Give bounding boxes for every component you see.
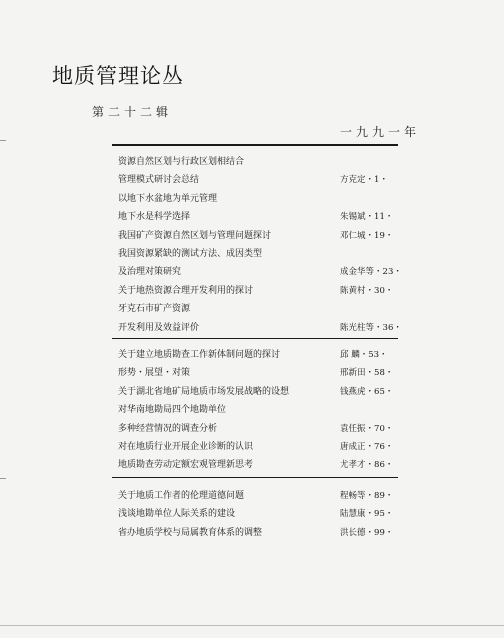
toc-entry-page: 19: [374, 230, 385, 241]
separator-dot: ・: [393, 267, 402, 278]
toc-entry-line: [118, 383, 408, 401]
separator-dot: ・: [384, 368, 394, 379]
toc-entry-page: 58: [374, 368, 385, 379]
separator-dot: ・: [384, 423, 394, 434]
toc-entry-meta: [340, 364, 393, 382]
toc-entry-line: [118, 208, 408, 226]
toc-entry-line: [118, 438, 408, 456]
toc-entry-meta: [340, 487, 393, 505]
separator-dot: ・: [384, 441, 394, 452]
toc-entry-title: 关于地质工作者的伦理道德问题: [118, 491, 245, 501]
toc-entry-author: 程畅等: [340, 491, 366, 501]
toc-entry-title: 管理模式研讨会总结: [118, 175, 200, 186]
toc-entry-meta: [340, 319, 402, 337]
separator-dot: ・: [384, 460, 394, 471]
toc-entry-title: 关于湖北省地矿局地质市场发展战略的设想: [118, 386, 290, 397]
separator-dot: ・: [374, 322, 383, 333]
separator-dot: ・: [384, 230, 394, 241]
separator-dot: ・: [365, 491, 375, 501]
separator-dot: ・: [384, 509, 394, 520]
separator-dot: ・: [393, 322, 402, 333]
journal-title: 地质管理论丛: [52, 64, 184, 88]
toc-entry-title: 资源自然区划与行政区划相结合: [118, 157, 245, 167]
toc-entry-meta: [340, 227, 393, 245]
page-bottom-edge: [0, 625, 504, 626]
toc-entry-author: 尤孝才: [340, 460, 366, 471]
toc-entry-title: 我国资源紧缺的测试方法、成因类型: [118, 248, 263, 259]
toc-entry-meta: [340, 263, 402, 281]
toc-entry-page: 11: [374, 212, 385, 223]
separator-dot: ・: [365, 230, 375, 241]
toc-entry-title: 关于建立地质勘查工作新体制问题的探讨: [118, 350, 281, 360]
section-divider-1: [112, 338, 398, 339]
scan-edge-mark: [0, 478, 6, 479]
toc-entry-meta: [340, 420, 393, 438]
toc-entry-page: 70: [374, 423, 385, 434]
toc-entry-page: 99: [374, 527, 385, 538]
toc-entry-page: 30: [374, 285, 385, 296]
toc-entry-author: 方克定: [340, 175, 366, 186]
toc-entry-title: 我国矿产资源自然区划与管理问题探讨: [118, 230, 272, 241]
toc-entry-title: 对在地质行业开展企业诊断的认识: [118, 441, 254, 452]
toc-entry-title: 开发利用及效益评价: [118, 322, 200, 333]
separator-dot: ・: [384, 386, 394, 397]
separator-dot: ・: [365, 441, 375, 452]
section-divider-2: [112, 477, 398, 478]
toc-entry-line: [118, 190, 408, 208]
toc-entry-title: 牙克石市矿产资源: [118, 304, 191, 315]
toc-entry-title: 省办地质学校与局属教育体系的调整: [118, 527, 263, 538]
toc-entry-line: [118, 456, 408, 474]
toc-entry-line: [118, 263, 408, 281]
toc-entry-page: 95: [374, 509, 385, 520]
toc-entry-page: 23: [382, 267, 394, 278]
toc-entry-line: [118, 505, 408, 523]
separator-dot: ・: [365, 386, 375, 397]
toc-entry-line: [118, 319, 408, 337]
toc-entry-meta: [340, 505, 393, 523]
toc-entry-line: [118, 524, 408, 542]
toc-entry-title: 及治理对策研究: [118, 267, 182, 278]
separator-dot: ・: [384, 491, 394, 501]
toc-entry-title: 关于地热资源合理开发利用的探讨: [118, 285, 254, 296]
toc-entry-line: [118, 245, 408, 263]
separator-dot: ・: [365, 460, 375, 471]
separator-dot: ・: [365, 423, 375, 434]
top-rule: [112, 144, 398, 146]
toc-entry-line: [118, 346, 408, 364]
publication-year: 一九九一年: [340, 125, 421, 139]
toc-entry-title: 地质勘查劳动定额宏观管理新思考: [118, 460, 254, 471]
toc-entry-page: 36: [382, 322, 394, 333]
toc-entry-author: 成金华等: [340, 267, 375, 278]
separator-dot: ・: [384, 285, 394, 296]
toc-entry-page: 76: [374, 441, 385, 452]
toc-entry-page: 86: [374, 460, 385, 471]
toc-entry-line: [118, 401, 408, 419]
toc-entry-line: [118, 171, 408, 189]
separator-dot: ・: [365, 527, 375, 538]
toc-section-1: [118, 153, 408, 337]
toc-entry-meta: [340, 208, 393, 226]
toc-entry-line: [118, 227, 408, 245]
toc-entry-title: 浅谈地勘单位人际关系的建设: [118, 509, 236, 520]
toc-entry-meta: [340, 171, 388, 189]
toc-entry-author: 朱锡斌: [340, 212, 366, 223]
separator-dot: ・: [359, 350, 369, 360]
toc-entry-author: 袁任振: [340, 423, 366, 434]
toc-entry-line: [118, 282, 408, 300]
toc-entry-meta: [340, 456, 393, 474]
toc-entry-line: [118, 420, 408, 438]
scan-edge-mark: [0, 140, 6, 141]
toc-entry-page: 89: [374, 491, 385, 501]
toc-entry-meta: [340, 383, 393, 401]
toc-entry-author: 钱燕虎: [340, 386, 366, 397]
separator-dot: ・: [365, 368, 375, 379]
toc-entry-author: 陈黄村: [340, 285, 366, 296]
toc-entry-title: 以地下水盆地为单元管理: [118, 193, 218, 204]
separator-dot: ・: [379, 350, 388, 360]
toc-entry-line: [118, 153, 408, 171]
toc-entry-page: 53: [368, 350, 380, 360]
toc-entry-author: 邢新田: [340, 368, 366, 379]
toc-entry-meta: [340, 282, 393, 300]
toc-entry-author: 陈光柱等: [340, 322, 375, 333]
toc-entry-line: [118, 364, 408, 382]
toc-entry-author: 邱 麟: [340, 350, 360, 360]
separator-dot: ・: [379, 175, 388, 186]
issue-number: 第二十二辑: [92, 105, 173, 119]
toc-entry-meta: [340, 524, 393, 542]
toc-entry-title: 地下水是科学选择: [118, 212, 191, 223]
toc-entry-title: 形势・展望・对策: [118, 368, 191, 379]
toc-entry-line: [118, 300, 408, 318]
toc-entry-meta: [340, 438, 393, 456]
toc-entry-title: 多种经营情况的调查分析: [118, 423, 218, 434]
toc-entry-line: [118, 487, 408, 505]
separator-dot: ・: [384, 527, 394, 538]
separator-dot: ・: [365, 509, 375, 520]
toc-entry-author: 邓仁城: [340, 230, 366, 241]
toc-entry-author: 唐成正: [340, 441, 366, 452]
toc-entry-meta: [340, 346, 388, 364]
toc-section-2: [118, 346, 408, 475]
toc-entry-page: 1: [374, 175, 380, 186]
toc-section-3: [118, 487, 408, 542]
separator-dot: ・: [365, 212, 375, 223]
separator-dot: ・: [365, 175, 375, 186]
separator-dot: ・: [365, 285, 375, 296]
separator-dot: ・: [384, 212, 394, 223]
toc-entry-author: 洪长德: [340, 527, 366, 538]
toc-entry-author: 陆慧康: [340, 509, 366, 520]
toc-entry-title: 对华南地勘局四个地勘单位: [118, 405, 227, 416]
toc-entry-page: 65: [374, 386, 385, 397]
separator-dot: ・: [374, 267, 383, 278]
